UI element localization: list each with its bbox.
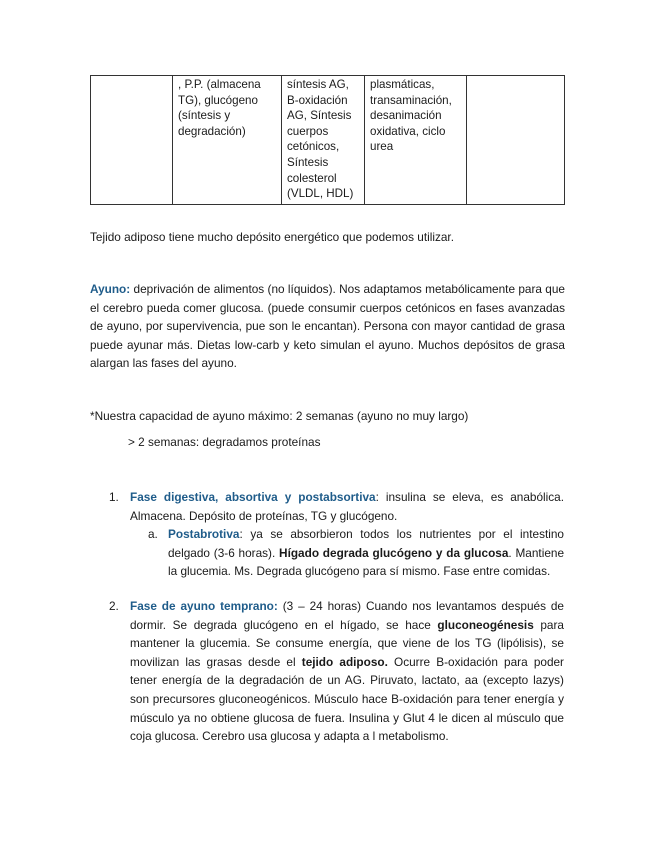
subitem-a-term: Postabrotiva (168, 527, 240, 541)
adipose-paragraph: Tejido adiposo tiene mucho depósito energético que podemos utilizar. (90, 230, 454, 244)
ayuno-text: deprivación de alimentos (no líquidos). Nos adaptamos metabólicamente para que el cerebro pueda comer glucosa. (puede consumir cuerpos cetónicos en fases avanzadas de ayuno, por supervivencia, pue son le encantan). Persona con mayor cantidad de grasa puede ayunar más. Dietas low-carb y keto simulan el ayuno. Muchos depósitos de grasa alargan las fases del ayuno. (90, 282, 565, 371)
table-cell: plasmáticas, transaminación, desanimación oxidativa, ciclo urea (365, 76, 467, 205)
item1-text: : insulina se eleva, es anabólica. Almacena. Depósito de proteínas, TG y glucógeno. (130, 490, 564, 523)
capacity-line: *Nuestra capacidad de ayuno máximo: 2 semanas (ayuno no muy largo) (90, 409, 469, 423)
table-cell: , P.P. (almacena TG), glucógeno (síntesis y degradación) (173, 76, 282, 205)
item1-term: Fase digestiva, absortiva y postabsortiva (130, 490, 376, 504)
sub-line: > 2 semanas: degradamos proteínas (128, 435, 321, 449)
table-cell (91, 76, 173, 205)
table-cell (467, 76, 565, 205)
list-number-2: 2. (109, 599, 119, 613)
list-letter-a: a. (148, 527, 158, 541)
item2-term: Fase de ayuno temprano: (130, 599, 278, 613)
metabolism-table (90, 75, 565, 205)
table-cell: síntesis AG, B-oxidación AG, Síntesis cuerpos cetónicos, Síntesis colesterol (VLDL, HDL) (282, 76, 365, 205)
list-item-1 (130, 488, 564, 525)
list-number-1: 1. (109, 490, 119, 504)
ayuno-paragraph (90, 280, 565, 373)
list-item-2: Fase de ayuno temprano: (3 – 24 horas) Cuando nos levantamos después de dormir. Se degrada glucógeno en el hígado, se hace gluconeogénesis para mantener la glucemia. Se consume energía, que viene de los TG (lipólisis), se movilizan las grasas desde el tejido adiposo. Ocurre B-oxidación para poder tener energía de la degradación de un AG. Piruvato, lactato, aa (excepto lazys) son precursores gluconeogénicos. Músculo hace B-oxidación para tener energía y músculo ya no obtiene glucosa de fuera. Insulina y Glut 4 le dicen al músculo que coja glucosa. Cerebro usa glucosa y adapta a l metabolismo. (130, 599, 564, 744)
list-subitem-a: Postabrotiva: ya se absorbieron todos los nutrientes por el intestino delgado (3-6 horas). Hígado degrada glucógeno y da glucosa. Mantiene la glucemia. Ms. Degrada glucógeno para sí mismo. Fase entre comidas. (168, 527, 565, 579)
table-row (91, 76, 565, 205)
ayuno-term: Ayuno: (90, 282, 131, 296)
